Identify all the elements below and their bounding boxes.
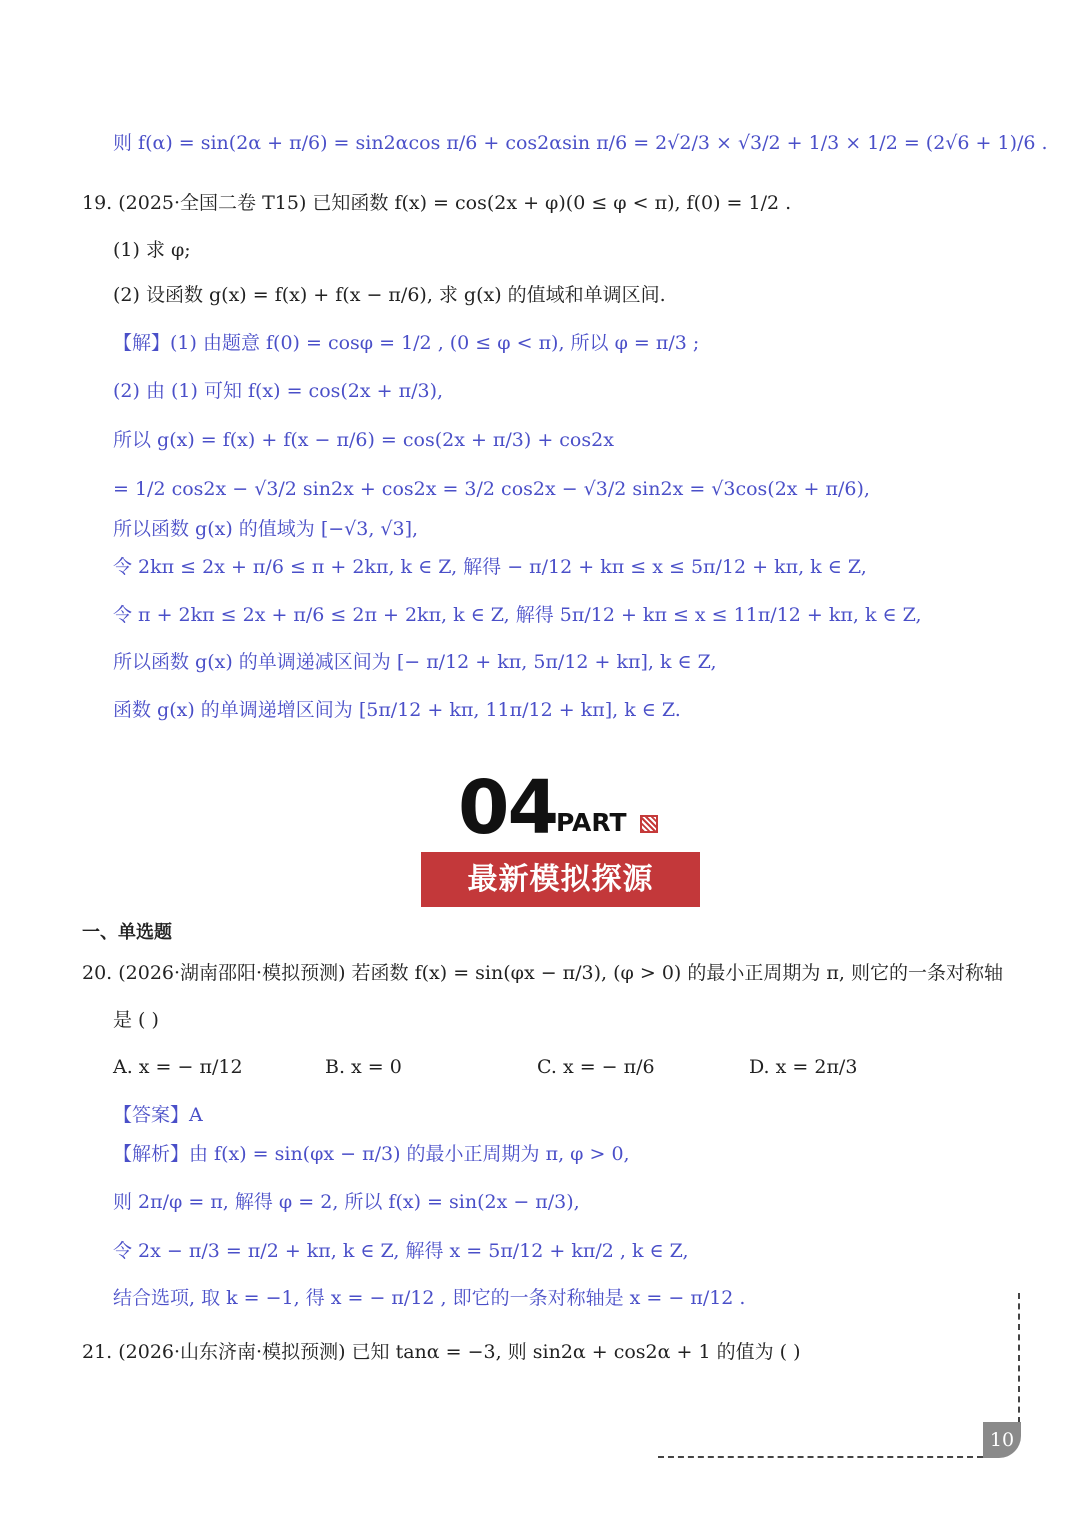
text-line: 【答案】A	[113, 1104, 203, 1126]
text-line: (1) 求 φ;	[113, 239, 191, 261]
answer-option: C. x = − π/6	[537, 1056, 655, 1078]
text-line: 令 2x − π/3 = π/2 + kπ, k ∈ Z, 解得 x = 5π/12 + kπ/2 , k ∈ Z,	[113, 1240, 689, 1262]
part-number: 04	[458, 765, 557, 851]
page-number: 10	[983, 1422, 1021, 1458]
text-line: 【解】(1) 由题意 f(0) = cosφ = 1/2 , (0 ≤ φ < π), 所以 φ = π/3 ;	[113, 332, 700, 354]
part-hatch-icon	[640, 815, 658, 833]
text-line: 所以函数 g(x) 的值域为 [−√3, √3],	[113, 518, 419, 540]
page-corner-divider	[1018, 1293, 1020, 1423]
text-line: (2) 设函数 g(x) = f(x) + f(x − π/6), 求 g(x) 的值域和单调区间.	[113, 284, 666, 306]
part-label: PART	[556, 808, 627, 837]
section-heading: 一、单选题	[82, 922, 172, 943]
page-bottom-divider	[658, 1456, 983, 1458]
text-line: 结合选项, 取 k = −1, 得 x = − π/12 , 即它的一条对称轴是 x = − π/12 .	[113, 1287, 746, 1309]
text-line: 20. (2026·湖南邵阳·模拟预测) 若函数 f(x) = sin(φx − π/3), (φ > 0) 的最小正周期为 π, 则它的一条对称轴	[82, 962, 1003, 984]
section-banner: 最新模拟探源	[421, 852, 700, 907]
text-line: 所以 g(x) = f(x) + f(x − π/6) = cos(2x + π/3) + cos2x	[113, 429, 614, 451]
text-line: 则 f(α) = sin(2α + π/6) = sin2αcos π/6 + cos2αsin π/6 = 2√2/3 × √3/2 + 1/3 × 1/2 = (2√6 + 1)/6 .	[113, 132, 1048, 154]
text-line: 19. (2025·全国二卷 T15) 已知函数 f(x) = cos(2x + φ)(0 ≤ φ < π), f(0) = 1/2 .	[82, 192, 792, 214]
answer-option: B. x = 0	[325, 1056, 402, 1078]
answer-option: A. x = − π/12	[113, 1056, 243, 1078]
text-line: 所以函数 g(x) 的单调递减区间为 [− π/12 + kπ, 5π/12 + kπ], k ∈ Z,	[113, 651, 717, 673]
text-line: 令 2kπ ≤ 2x + π/6 ≤ π + 2kπ, k ∈ Z, 解得 − π/12 + kπ ≤ x ≤ 5π/12 + kπ, k ∈ Z,	[113, 556, 867, 578]
text-line: 函数 g(x) 的单调递增区间为 [5π/12 + kπ, 11π/12 + kπ], k ∈ Z.	[113, 699, 681, 721]
text-line: 令 π + 2kπ ≤ 2x + π/6 ≤ 2π + 2kπ, k ∈ Z, 解得 5π/12 + kπ ≤ x ≤ 11π/12 + kπ, k ∈ Z,	[113, 604, 922, 626]
text-line: (2) 由 (1) 可知 f(x) = cos(2x + π/3),	[113, 380, 444, 402]
answer-option: D. x = 2π/3	[749, 1056, 858, 1078]
text-line: 是 ( )	[113, 1009, 159, 1031]
text-line: 21. (2026·山东济南·模拟预测) 已知 tanα = −3, 则 sin2α + cos2α + 1 的值为 ( )	[82, 1341, 801, 1363]
text-line: 则 2π/φ = π, 解得 φ = 2, 所以 f(x) = sin(2x − π/3),	[113, 1191, 580, 1213]
text-line: = 1/2 cos2x − √3/2 sin2x + cos2x = 3/2 cos2x − √3/2 sin2x = √3cos(2x + π/6),	[113, 478, 870, 500]
text-line: 【解析】由 f(x) = sin(φx − π/3) 的最小正周期为 π, φ > 0,	[113, 1143, 630, 1165]
